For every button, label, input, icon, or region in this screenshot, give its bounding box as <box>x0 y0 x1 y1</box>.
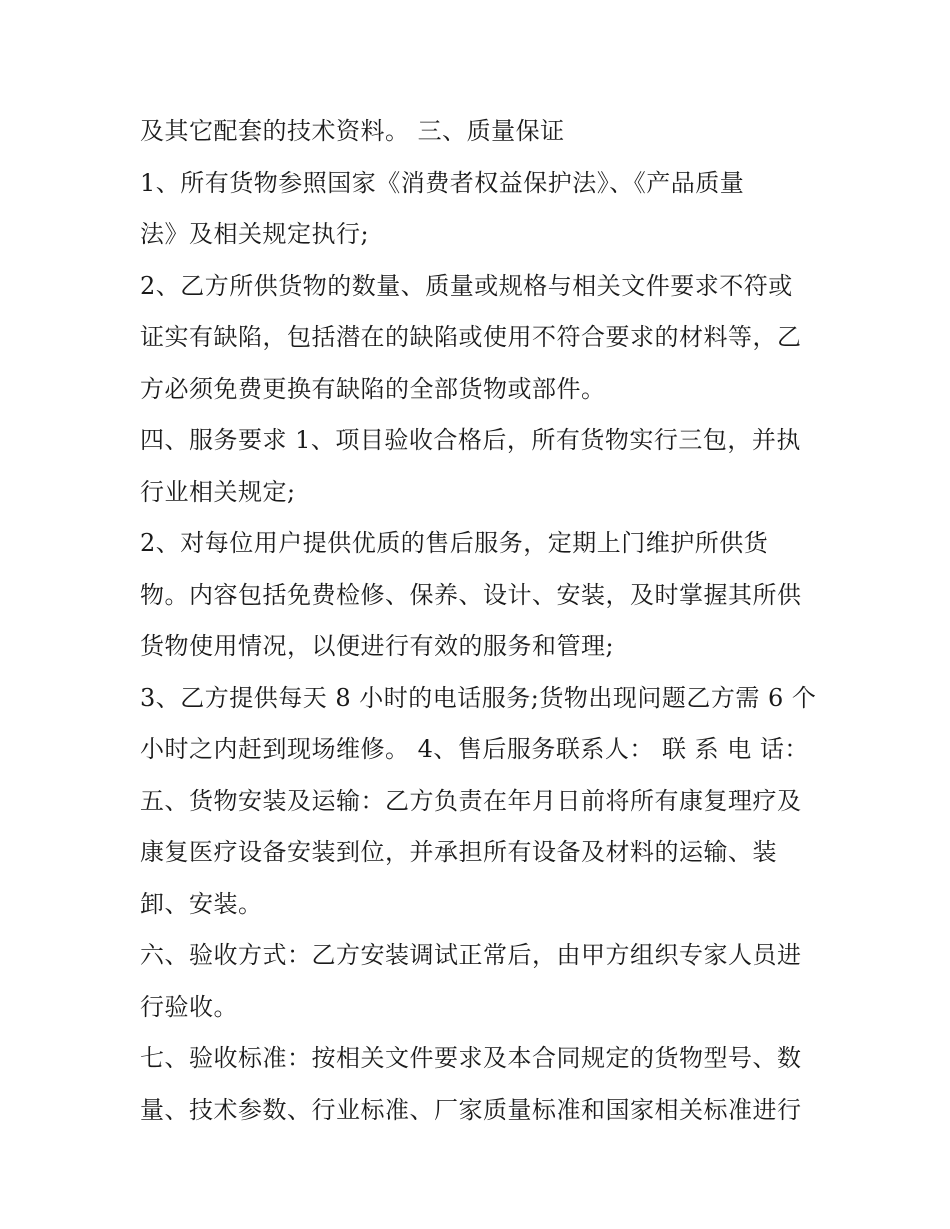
text-line: 1、所有货物参照国家《消费者权益保护法》、《产品质量 <box>140 168 745 197</box>
text-line: 卸、安装。 <box>140 889 263 918</box>
text-line: 3、乙方提供每天 8 小时的电话服务;货物出现问题乙方需 6 个 <box>140 683 817 712</box>
text-line: 2、对每位用户提供优质的售后服务，定期上门维护所供货 <box>140 529 769 557</box>
text-line: 证实有缺陷，包括潜在的缺陷或使用不符合要求的材料等，乙 <box>140 323 802 351</box>
text-line: 六、验收方式：乙方安装调试正常后，由甲方组织专家人员进 <box>140 941 802 969</box>
text-line: 量、技术参数、行业标准、厂家质量标准和国家相关标准进行 <box>140 1095 802 1124</box>
text-line: 康复医疗设备安装到位，并承担所有设备及材料的运输、装 <box>140 838 777 866</box>
text-line: 七、验收标准：按相关文件要求及本合同规定的货物型号、数 <box>140 1044 802 1072</box>
text-line: 小时之内赶到现场维修。 4、售后服务联系人： 联 系 电 话： <box>140 735 809 763</box>
text-line: 物。内容包括免费检修、保养、设计、安装，及时掌握其所供 <box>140 580 802 609</box>
document-body <box>140 106 820 1136</box>
text-line: 方必须免费更换有缺陷的全部货物或部件。 <box>140 374 606 403</box>
text-line: 法》及相关规定执行; <box>140 220 370 248</box>
text-line: 行业相关规定; <box>140 477 296 506</box>
text-line: 货物使用情况，以便进行有效的服务和管理; <box>140 632 615 660</box>
text-line: 2、乙方所供货物的数量、质量或规格与相关文件要求不符或 <box>140 271 793 300</box>
text-line: 及其它配套的技术资料。 三、质量保证 <box>140 117 565 145</box>
text-line: 五、货物安装及运输：乙方负责在年月日前将所有康复理疗及 <box>140 786 802 815</box>
text-line: 四、服务要求 1、项目验收合格后，所有货物实行三包，并执 <box>140 426 801 454</box>
text-line: 行验收。 <box>140 992 238 1021</box>
